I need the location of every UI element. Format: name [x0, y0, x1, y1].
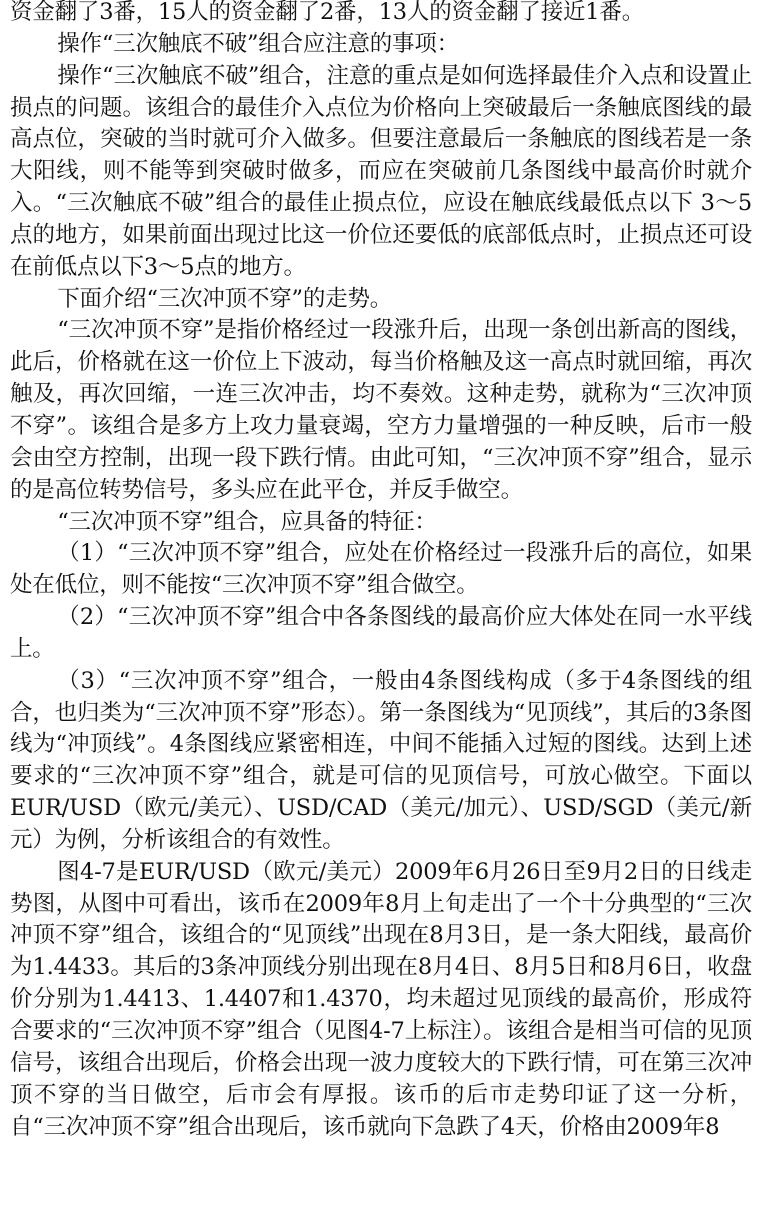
paragraph-entry-and-stop-loss: 操作“三次触底不破”组合，注意的重点是如何选择最佳介入点和设置止损点的问题。该组合的最佳介入点位为价格向上突破最后一条触底图线的最高点位，突破的当时就可介入做多。但要注意最后一条触底的图线若是一条大阳线，则不能等到突破时做多，而应在突破前几条图线中最高价时就介入。“三次触底不破”组合的最佳止损点位，应设在触底线最低点以下 3～5点的地方，如果前面出现过比这一价位还要低的底部低点时，止损点还可设在前低点以下3～5点的地方。	[10, 62, 752, 280]
paragraph-section-heading-notes: 操作“三次触底不破”组合应注意的事项：	[57, 30, 459, 57]
paragraph-feature-1: （1）“三次冲顶不穿”组合，应处在价格经过一段涨升后的高位，如果处在低位，则不能按“三次冲顶不穿”组合做空。	[10, 540, 752, 599]
paragraph-feature-3: （3）“三次冲顶不穿”组合，一般由4条图线构成（多于4条图线的组合，也归类为“三次冲顶不穿”形态）。第一条图线为“见顶线”，其后的3条图线为“冲顶线”。4条图线应紧密相连，中间不能插入过短的图线。达到上述要求的“三次冲顶不穿”组合，就是可信的见顶信号，可放心做空。下面以EUR/USD（欧元/美元）、USD/CAD（美元/加元）、USD/SGD（美元/新元）为例，分析该组合的有效性。	[10, 667, 752, 853]
paragraph-features-heading: “三次冲顶不穿”组合，应具备的特征：	[57, 508, 437, 535]
document-page	[10, 0, 752, 1225]
paragraph-example-eurusd: 图4-7是EUR/USD（欧元/美元）2009年6月26日至9月2日的日线走势图，从图中可看出，该币在2009年8月上旬走出了一个十分典型的“三次冲顶不穿”组合，该组合的“见顶线”出现在8月3日，是一条大阳线，最高价为1.4433。其后的3条冲顶线分别出现在8月4日、8月5日和8月6日，收盘价分别为1.4413、1.4407和1.4370，均未超过见顶线的最高价，形成符合要求的“三次冲顶不穿”组合（见图4-7上标注）。该组合是相当可信的见顶信号，该组合出现后，价格会出现一波力度较大的下跌行情，可在第三次冲顶不穿的当日做空，后市会有厚报。该币的后市走势印证了这一分析，自“三次冲顶不穿”组合出现后，该币就向下急跌了4天，价格由2009年8	[10, 858, 752, 1140]
paragraph-continued-top: 资金翻了3番，15人的资金翻了2番，13人的资金翻了接近1番。	[10, 0, 645, 25]
paragraph-feature-2: （2）“三次冲顶不穿”组合中各条图线的最高价应大体处在同一水平线上。	[10, 604, 752, 662]
paragraph-definition: “三次冲顶不穿”是指价格经过一段涨升后，出现一条创出新高的图线，此后，价格就在这一价位上下波动，每当价格触及这一高点时就回缩，再次触及，再次回缩，一连三次冲击，均不奏效。这种走势，就称为“三次冲顶不穿”。该组合是多方上攻力量衰竭，空方力量增强的一种反映，后市一般会由空方控制，出现一段下跌行情。由此可知，“三次冲顶不穿”组合，显示的是高位转势信号，多头应在此平仓，并反手做空。	[10, 317, 752, 503]
paragraph-intro-triple-top: 下面介绍“三次冲顶不穿”的走势。	[57, 285, 393, 312]
